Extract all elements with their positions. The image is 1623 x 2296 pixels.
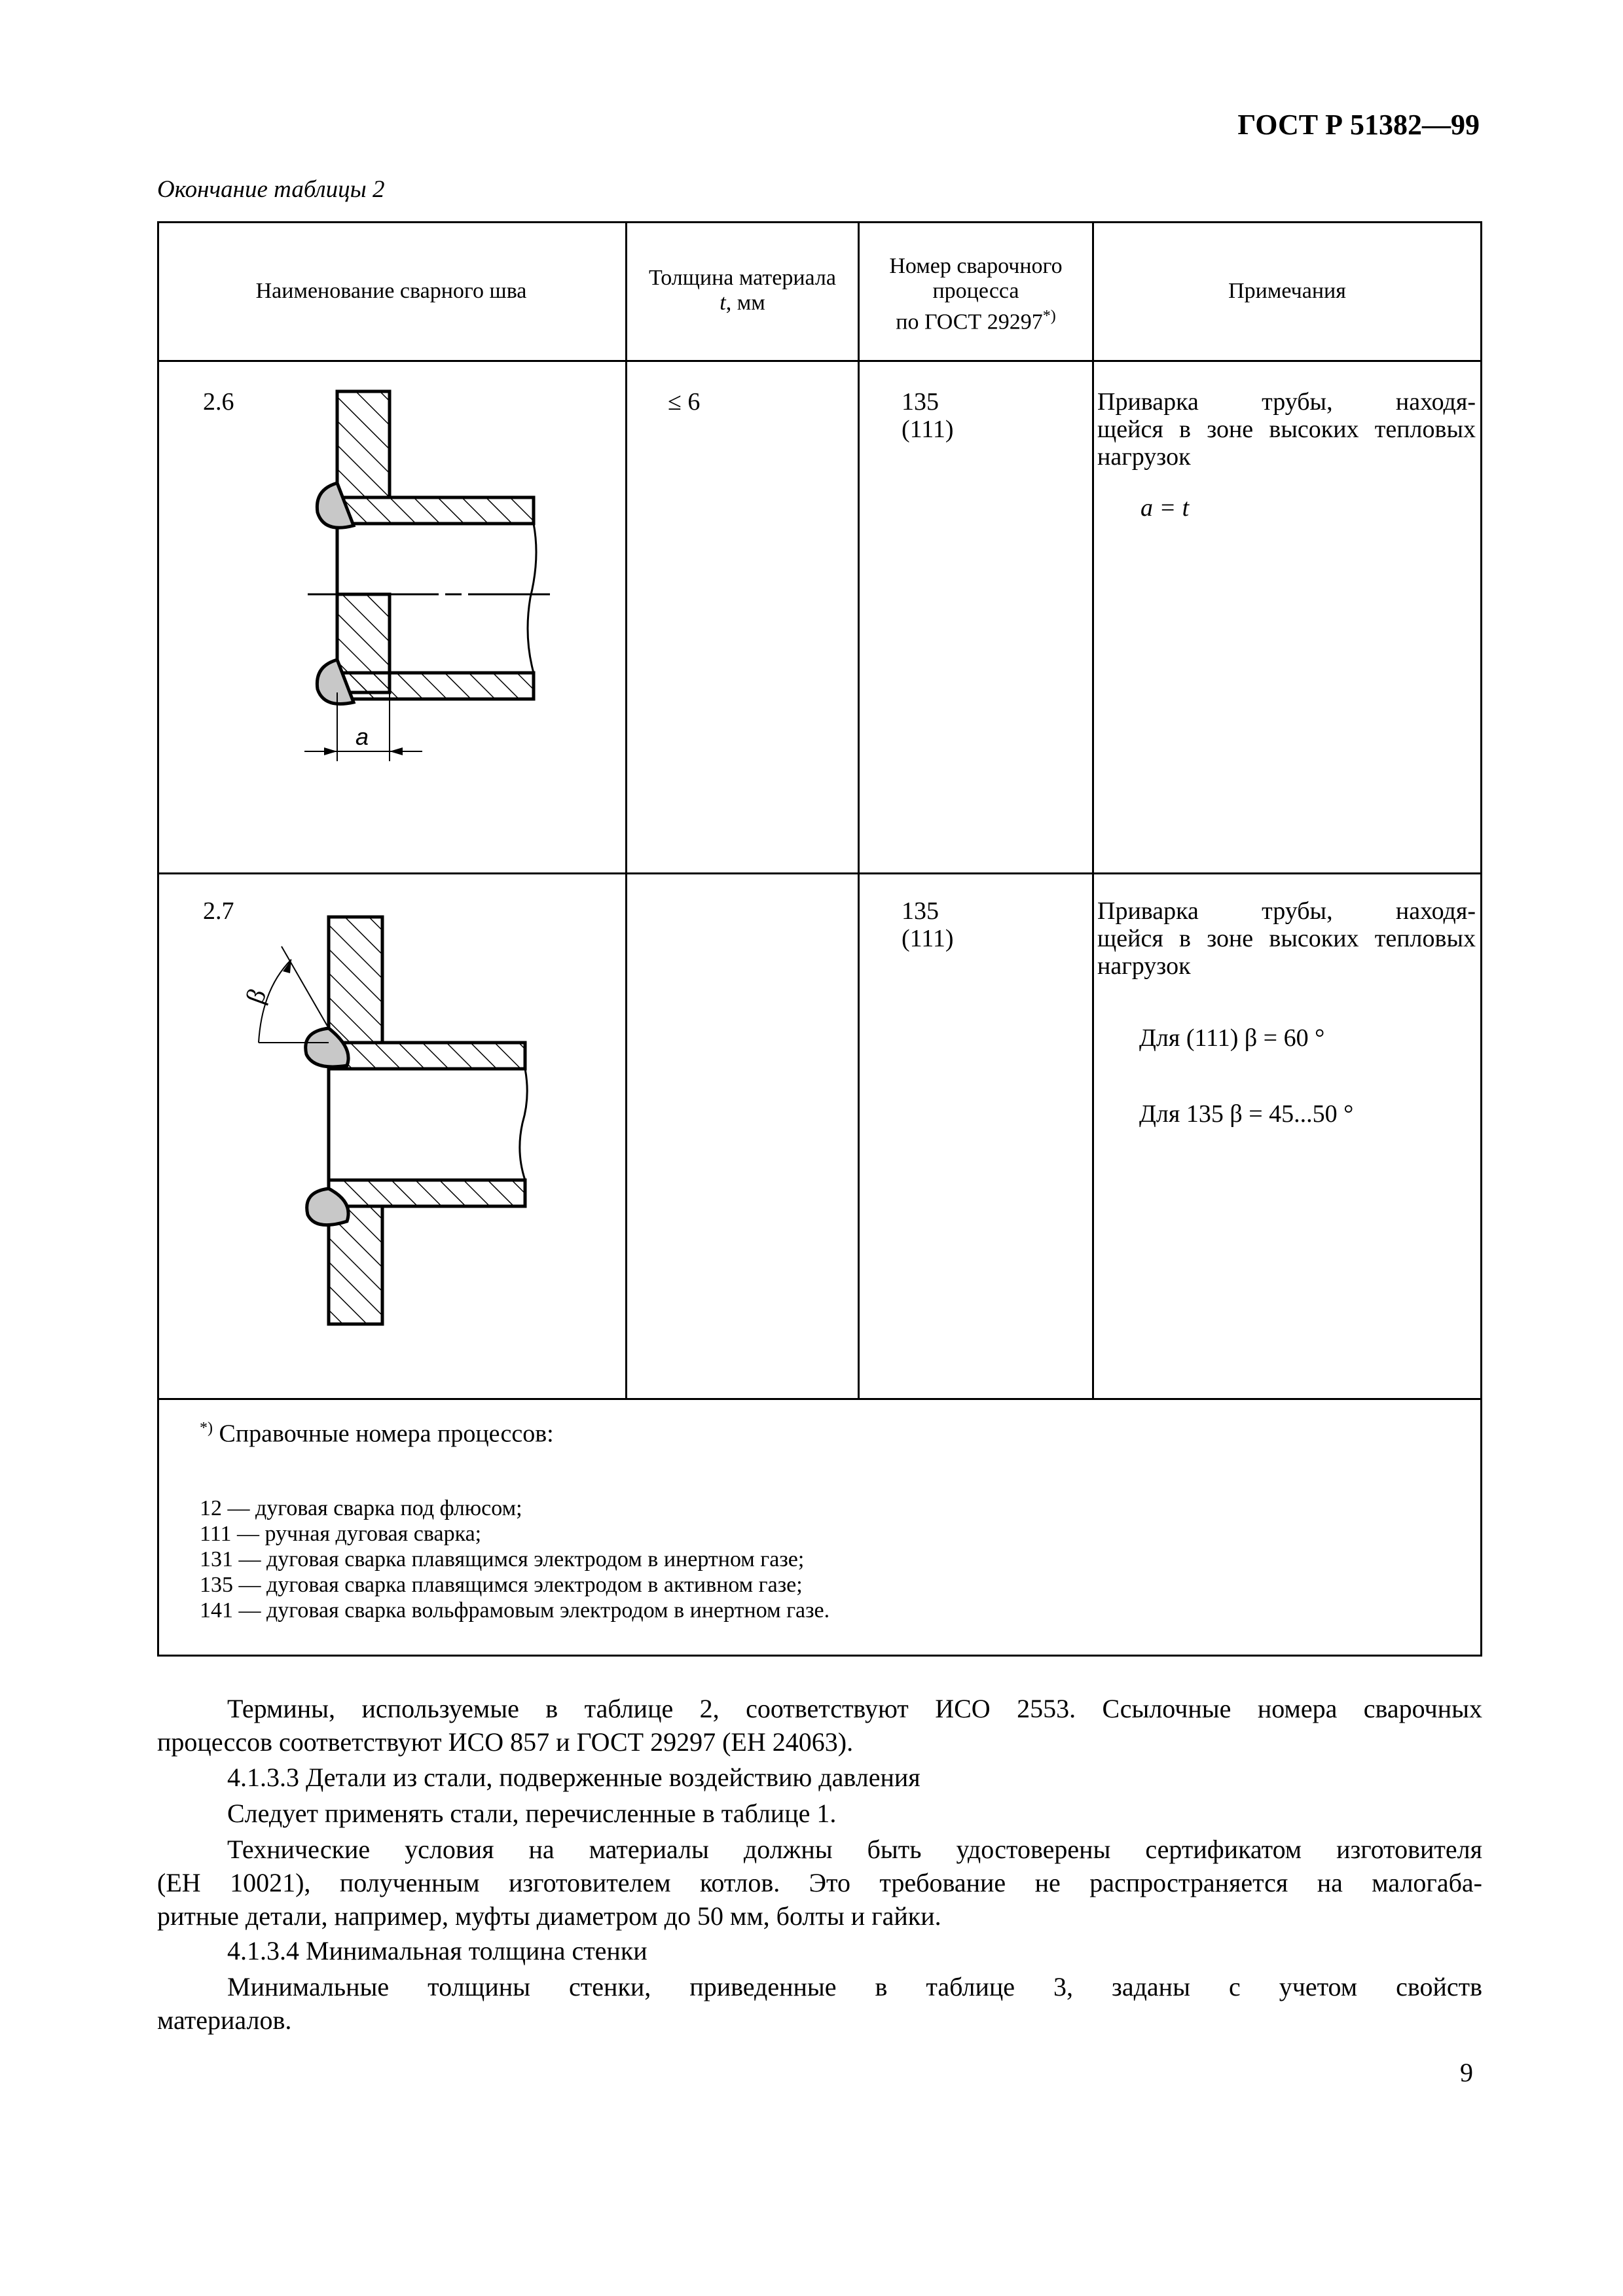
table-caption: Окончание таблицы 2 bbox=[157, 176, 385, 203]
weld-drawing-2-6 bbox=[157, 362, 625, 872]
paragraph-specs-line1: Технические условия на материалы должны быть удостоверены сертификатом изготовителя bbox=[227, 1835, 1482, 1864]
footnote-item: 111 — ручная дуговая сварка; bbox=[200, 1522, 482, 1546]
col-header-name: Наименование сварного шва bbox=[255, 279, 527, 303]
paragraph-terms-line2: процессов соответствуют ИСО 857 и ГОСТ 29297 (ЕН 24063). bbox=[157, 1727, 854, 1757]
footnote-item: 131 — дуговая сварка плавящимся электродом в инертном газе; bbox=[200, 1547, 805, 1571]
section-4-1-3-3-title: 4.1.3.3 Детали из стали, подверженные воздействию давления bbox=[227, 1763, 921, 1792]
row-2-7-process-alt: (111) bbox=[902, 925, 954, 952]
footnote-title-mark: *) bbox=[200, 1420, 213, 1437]
welds-table bbox=[157, 221, 1482, 1657]
row-2-7-id: 2.7 bbox=[203, 897, 234, 925]
row-2-6-id: 2.6 bbox=[203, 388, 234, 416]
footnote-item: 135 — дуговая сварка плавящимся электродом в активном газе; bbox=[200, 1573, 803, 1597]
col-header-process-line3 bbox=[860, 304, 1092, 334]
table-border-right bbox=[1480, 221, 1482, 1657]
thickness-unit: , мм bbox=[725, 291, 765, 315]
row-2-7-angle-111: Для (111) β = 60 ° bbox=[1139, 1024, 1325, 1052]
weld-drawing-2-7 bbox=[157, 874, 625, 1398]
table-border-top bbox=[157, 221, 1482, 223]
process-standard: по ГОСТ 29297 bbox=[896, 310, 1043, 334]
angle-beta-label: β bbox=[240, 984, 272, 1008]
col-header-thickness-line1: Толщина материала bbox=[649, 266, 836, 290]
col-divider-1 bbox=[625, 221, 627, 1399]
dimension-a-label: a bbox=[356, 723, 369, 750]
row-2-6-note-line3: нагрузок bbox=[1097, 443, 1191, 471]
page-number: 9 bbox=[1460, 2058, 1473, 2087]
col-header-process bbox=[860, 254, 1092, 334]
footnote-title bbox=[200, 1416, 554, 1447]
table-border-bottom bbox=[157, 1655, 1482, 1657]
document-header: ГОСТ Р 51382—99 bbox=[1237, 109, 1480, 141]
row-2-7-process-main: 135 bbox=[902, 897, 939, 925]
footnote-separator bbox=[157, 1398, 1482, 1400]
col-divider-2 bbox=[858, 221, 860, 1399]
row-2-6-process-main: 135 bbox=[902, 388, 939, 416]
paragraph-terms-line1: Термины, используемые в таблице 2, соответствуют ИСО 2553. Ссылочные номера сварочных bbox=[227, 1694, 1482, 1723]
paragraph-steels: Следует применять стали, перечисленные в таблице 1. bbox=[227, 1799, 837, 1828]
paragraph-specs-line3: ритные детали, например, муфты диаметром до 50 мм, болты и гайки. bbox=[157, 1901, 941, 1931]
col-header-notes: Примечания bbox=[1228, 279, 1346, 303]
section-4-1-3-4-title: 4.1.3.4 Минимальная толщина стенки bbox=[227, 1936, 647, 1965]
row-2-6-thickness: ≤ 6 bbox=[668, 388, 701, 416]
row-2-7-note-line1: Приварка трубы, находя- bbox=[1097, 897, 1476, 925]
row-2-7-angle-135: Для 135 β = 45...50 ° bbox=[1139, 1100, 1354, 1128]
footnote-title-text: Справочные номера процессов: bbox=[213, 1420, 554, 1448]
row-2-6-process-alt: (111) bbox=[902, 416, 954, 443]
col-header-process-line1: Номер сварочного bbox=[889, 254, 1063, 278]
footnote-item: 141 — дуговая сварка вольфрамовым электродом в инертном газе. bbox=[200, 1598, 830, 1623]
paragraph-min-thickness-line1: Минимальные толщины стенки, приведенные в таблице 3, заданы с учетом свойств bbox=[227, 1972, 1482, 2001]
col-header-thickness bbox=[627, 266, 858, 315]
row-2-6-note-line1: Приварка трубы, находя- bbox=[1097, 388, 1476, 416]
row-2-6-formula: a = t bbox=[1140, 494, 1190, 522]
col-header-thickness-line2 bbox=[627, 291, 858, 315]
paragraph-min-thickness-line2: материалов. bbox=[157, 2005, 292, 2035]
paragraph-specs-line2: (ЕН 10021), полученным изготовителем котлов. Это требование не распространяется на малогаба- bbox=[157, 1868, 1482, 1897]
thickness-variable: t bbox=[720, 291, 726, 315]
row-2-7-note-line2: щейся в зоне высоких тепловых bbox=[1097, 925, 1476, 952]
footnote-mark: *) bbox=[1042, 308, 1056, 325]
row-2-7-note-line3: нагрузок bbox=[1097, 952, 1191, 980]
row-2-6-note-line2: щейся в зоне высоких тепловых bbox=[1097, 416, 1476, 443]
col-divider-3 bbox=[1092, 221, 1094, 1399]
col-header-process-line2: процесса bbox=[932, 279, 1019, 303]
footnote-item: 12 — дуговая сварка под флюсом; bbox=[200, 1496, 522, 1520]
